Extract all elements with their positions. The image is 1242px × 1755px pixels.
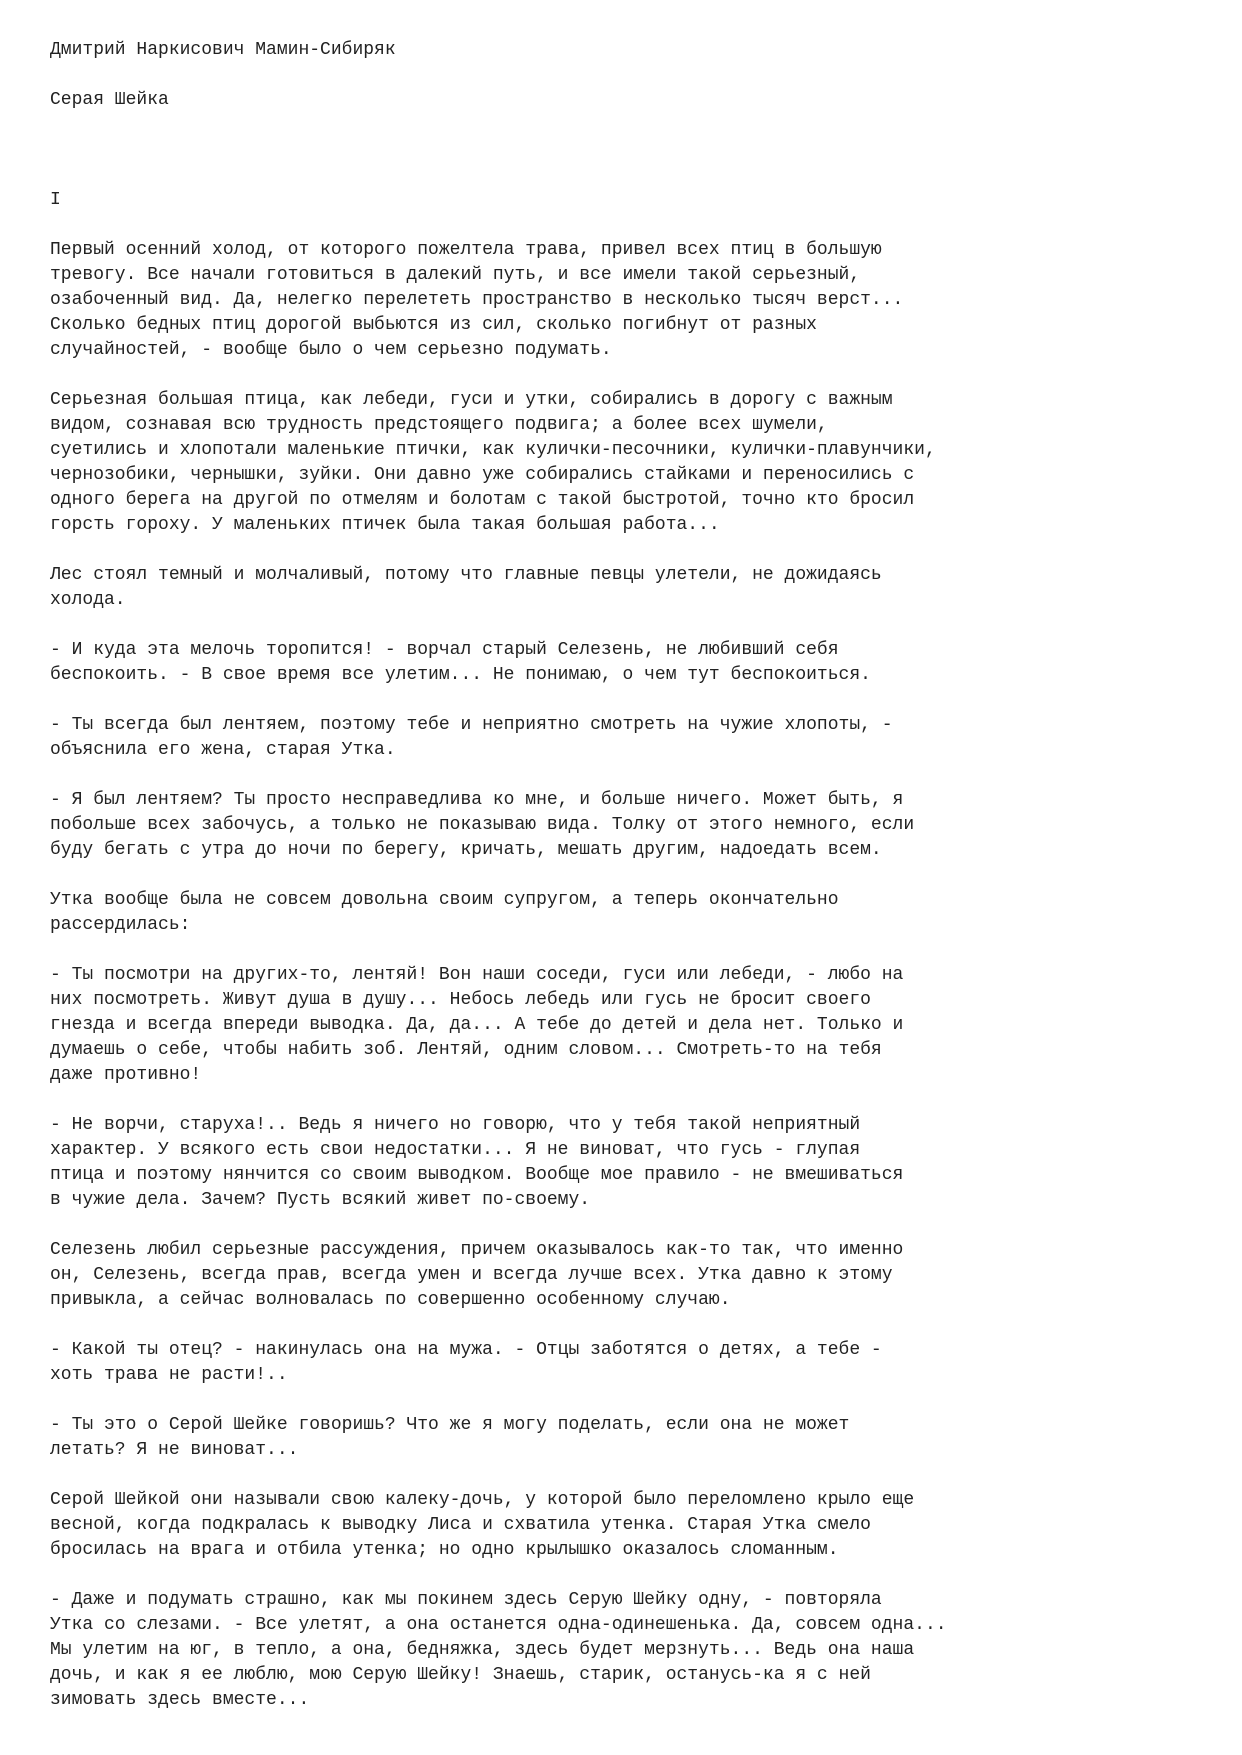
paragraph-line: одного берега на другой по отмелям и болотам с такой быстротой, точно кто бросил [50,490,915,510]
paragraph-line: рассердилась: [50,915,191,935]
paragraph-line: - Ты всегда был лентяем, поэтому тебе и неприятно смотреть на чужие хлопоты, - [50,715,893,735]
paragraph-line: них посмотреть. Живут душа в душу... Небось лебедь или гусь не бросит своего [50,990,871,1010]
paragraph-line: летать? Я не виноват... [50,1440,299,1460]
paragraph-line: хоть трава не расти!.. [50,1365,288,1385]
spacer [50,213,1200,238]
paragraph-line: Селезень любил серьезные рассуждения, причем оказывалось как-то так, что именно [50,1240,904,1260]
paragraph-line: думаешь о себе, чтобы набить зоб. Лентяй, одним словом... Смотреть-то на тебя [50,1040,882,1060]
paragraph [50,1488,1200,1563]
paragraph-line: горсть гороху. У маленьких птичек была такая большая работа... [50,515,720,535]
paragraph-line: Серой Шейкой они называли свою калеку-дочь, у которой было переломлено крыло еще [50,1490,915,1510]
chapter-number: I [50,190,61,210]
paragraph-line: в чужие дела. Зачем? Пусть всякий живет по-своему. [50,1190,591,1210]
paragraph-line: Серьезная большая птица, как лебеди, гуси и утки, собирались в дорогу с важным [50,390,893,410]
paragraph-line: бросилась на врага и отбила утенка; но одно крылышко оказалось сломанным. [50,1540,839,1560]
paragraph [50,638,1200,688]
paragraph-line: озабоченный вид. Да, нелегко перелететь пространство в несколько тысяч верст... [50,290,904,310]
paragraph [50,963,1200,1088]
paragraph-line: Мы улетим на юг, в тепло, а она, бедняжка, здесь будет мерзнуть... Ведь она наша [50,1640,915,1660]
paragraph-line: суетились и хлопотали маленькие птички, как кулички-песочники, кулички-плавунчики, [50,440,936,460]
paragraph-line: побольше всех забочусь, а только не показываю вида. Толку от этого немного, если [50,815,915,835]
paragraph [50,238,1200,363]
paragraph [50,1338,1200,1388]
paragraph-line: Первый осенний холод, от которого пожелтела трава, привел всех птиц в большую [50,240,882,260]
paragraph [50,888,1200,938]
paragraph-line: - Я был лентяем? Ты просто несправедлива ко мне, и больше ничего. Может быть, я [50,790,904,810]
paragraph-line: Утка со слезами. - Все улетят, а она останется одна-одинешенька. Да, совсем одна... [50,1615,947,1635]
author-line: Дмитрий Наркисович Мамин-Сибиряк [50,40,396,60]
paragraph [50,1113,1200,1213]
paragraph-line: Сколько бедных птиц дорогой выбьются из сил, сколько погибнут от разных [50,315,817,335]
paragraph-line: случайностей, - вообще было о чем серьезно подумать. [50,340,612,360]
spacer [50,113,1200,188]
paragraph-line: - Не ворчи, старуха!.. Ведь я ничего но говорю, что у тебя такой неприятный [50,1115,861,1135]
paragraph [50,388,1200,538]
paragraph-line: дочь, и как я ее люблю, мою Серую Шейку! Знаешь, старик, останусь-ка я с ней [50,1665,871,1685]
spacer [50,63,1200,88]
paragraph [50,1413,1200,1463]
paragraph-line: привыкла, а сейчас волновалась по совершенно особенному случаю. [50,1290,731,1310]
story-title: Серая Шейка [50,90,169,110]
document-page [50,38,1200,1738]
paragraph-line: объяснила его жена, старая Утка. [50,740,396,760]
paragraph [50,788,1200,863]
paragraph [50,563,1200,613]
paragraph-line: характер. У всякого есть свои недостатки... Я не виноват, что гусь - глупая [50,1140,861,1160]
paragraph-line: даже противно! [50,1065,202,1085]
paragraph [50,1588,1200,1713]
body-text [50,238,1200,1713]
paragraph-line: беспокоить. - В свое время все улетим... Не понимаю, о чем тут беспокоиться. [50,665,871,685]
paragraph-line: буду бегать с утра до ночи по берегу, кричать, мешать другим, надоедать всем. [50,840,882,860]
paragraph-line: холода. [50,590,126,610]
paragraph-line: - Какой ты отец? - накинулась она на мужа. - Отцы заботятся о детях, а тебе - [50,1340,882,1360]
paragraph-line: - И куда эта мелочь торопится! - ворчал старый Селезень, не любивший себя [50,640,839,660]
paragraph-line: - Ты это о Серой Шейке говоришь? Что же я могу поделать, если она не может [50,1415,850,1435]
paragraph-line: зимовать здесь вместе... [50,1690,310,1710]
paragraph-line: птица и поэтому нянчится со своим выводком. Вообще мое правило - не вмешиваться [50,1165,904,1185]
paragraph-line: гнезда и всегда впереди выводка. Да, да... А тебе до детей и дела нет. Только и [50,1015,904,1035]
paragraph-line: он, Селезень, всегда прав, всегда умен и всегда лучше всех. Утка давно к этому [50,1265,893,1285]
paragraph-line: тревогу. Все начали готовиться в далекий путь, и все имели такой серьезный, [50,265,861,285]
paragraph-line: - Ты посмотри на других-то, лентяй! Вон наши соседи, гуси или лебеди, - любо на [50,965,904,985]
paragraph [50,713,1200,763]
paragraph-line: весной, когда подкралась к выводку Лиса и схватила утенка. Старая Утка смело [50,1515,871,1535]
paragraph-line: Утка вообще была не совсем довольна своим супругом, а теперь окончательно [50,890,839,910]
paragraph [50,1238,1200,1313]
paragraph-line: видом, сознавая всю трудность предстоящего подвига; а более всех шумели, [50,415,828,435]
paragraph-line: чернозобики, чернышки, зуйки. Они давно уже собирались стайками и переносились с [50,465,915,485]
paragraph-line: - Даже и подумать страшно, как мы покинем здесь Серую Шейку одну, - повторяла [50,1590,882,1610]
paragraph-line: Лес стоял темный и молчаливый, потому что главные певцы улетели, не дожидаясь [50,565,882,585]
